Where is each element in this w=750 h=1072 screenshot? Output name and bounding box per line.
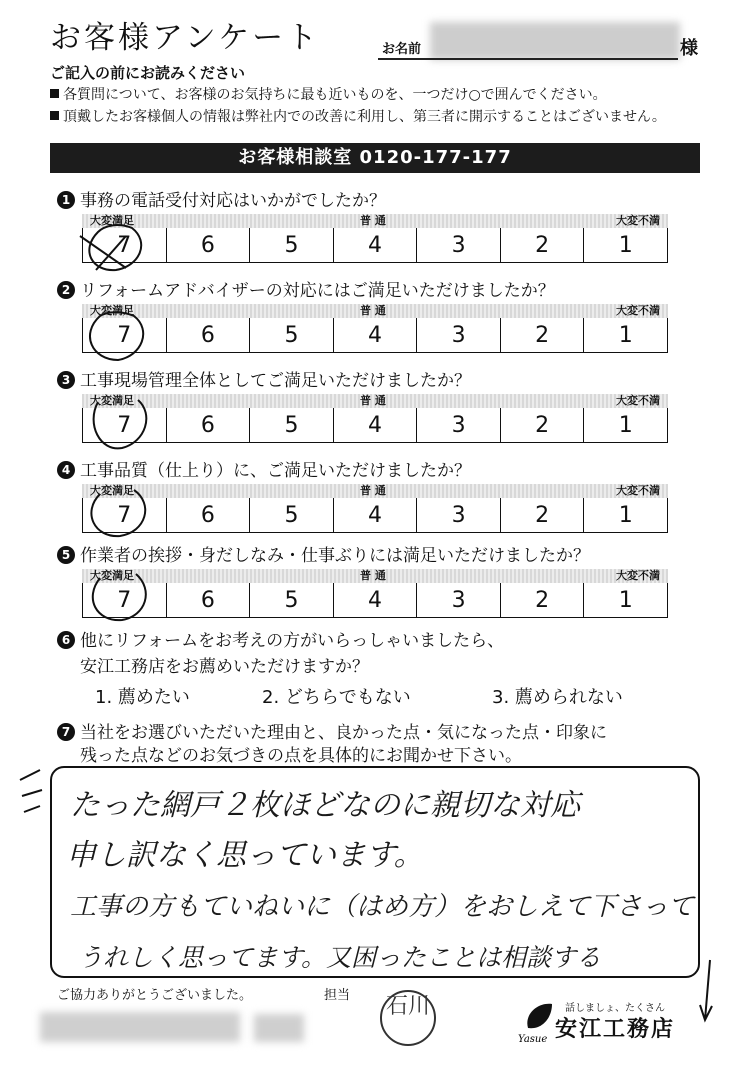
rating-option-6[interactable]: 6 <box>167 228 251 262</box>
page-title: お客様アンケート <box>50 20 321 56</box>
brand-tagline: 話しましょ、たくさん <box>565 1003 665 1014</box>
thanks-note: ご協力ありがとうございました。 <box>57 988 253 1003</box>
instructions-heading: ご記入の前にお読みください <box>50 64 246 82</box>
brand-name: 安江工務店 <box>555 1017 676 1042</box>
rating-option-2[interactable]: 2 <box>501 583 585 617</box>
rating-option-4[interactable]: 4 <box>334 583 418 617</box>
handwritten-comment-line: たった網戸２枚ほどなのに親切な対応 <box>70 788 580 823</box>
question-7-line2: 残った点などのお気づきの点を具体的にお聞かせ下さい。 <box>80 746 522 766</box>
rating-option-1[interactable]: 1 <box>584 583 668 617</box>
rating-option-3[interactable]: 3 <box>417 318 501 352</box>
rating-option-6[interactable]: 6 <box>167 408 251 442</box>
rating-option-5[interactable]: 5 <box>250 583 334 617</box>
question-4: 4 工事品質（仕上り）に、ご満足いただけましたか？ <box>57 456 471 481</box>
rating-option-4[interactable]: 4 <box>334 318 418 352</box>
handwritten-comment-line: 申し訳なく思っています。 <box>66 838 424 873</box>
redacted-info <box>40 1012 240 1042</box>
rating-option-3[interactable]: 3 <box>417 228 501 262</box>
rating-option-3[interactable]: 3 <box>417 583 501 617</box>
handwritten-comment-line: うれしく思ってます。又困ったことは相談する <box>78 943 602 972</box>
rating-option-4[interactable]: 4 <box>334 408 418 442</box>
question-3: 3 工事現場管理全体としてご満足いただけましたか？ <box>57 366 471 391</box>
rating-option-5[interactable]: 5 <box>250 318 334 352</box>
redacted-info <box>254 1014 304 1042</box>
rating-option-3[interactable]: 3 <box>417 498 501 532</box>
rating-option-2[interactable]: 2 <box>501 408 585 442</box>
rating-option-1[interactable]: 1 <box>584 498 668 532</box>
rating-scale-1[interactable]: 大変満足 普 通 大変不満 7 6 5 4 3 2 1 <box>82 214 668 263</box>
brand-logo-text: Yasue <box>518 1034 548 1044</box>
instruction-note: 各質問について、お客様のお気持ちに最も近いものを、一つだけ○で囲んでください。 <box>50 84 607 104</box>
rating-option-3[interactable]: 3 <box>417 408 501 442</box>
rating-option-1[interactable]: 1 <box>584 228 668 262</box>
instruction-note: 頂戴したお客様個人の情報は弊社内での改善に利用し、第三者に開示することはございません。 <box>50 106 666 126</box>
rating-option-2[interactable]: 2 <box>501 498 585 532</box>
q6-option-3[interactable]: 3. 薦められない <box>492 687 623 708</box>
question-2: 2 リフォームアドバイザーの対応にはご満足いただけましたか？ <box>57 276 555 301</box>
customer-service-bar: お客様相談室 0120-177-177 <box>50 143 700 173</box>
rating-option-7[interactable]: 7 <box>83 408 167 442</box>
answer-circle-3 <box>94 400 147 448</box>
q6-option-1[interactable]: 1. 薦めたい <box>95 687 190 708</box>
rating-option-7[interactable]: 7 <box>83 498 167 532</box>
staff-label: 担当 <box>324 988 351 1003</box>
company-logo-leaf-icon <box>518 1000 558 1044</box>
answer-circle-4 <box>91 490 145 536</box>
rating-scale-3[interactable]: 大変満足 普 通 大変不満 7 6 5 4 3 2 1 <box>82 394 668 443</box>
rating-scale-2[interactable]: 大変満足 普 通 大変不満 7 6 5 4 3 2 1 <box>82 304 668 353</box>
rating-option-1[interactable]: 1 <box>584 318 668 352</box>
rating-option-5[interactable]: 5 <box>250 498 334 532</box>
question-6-line2: 安江工務店をお薦めいただけますか？ <box>80 657 369 677</box>
question-1: 1 事務の電話受付対応はいかがでしたか？ <box>57 186 386 211</box>
question-7: 7 当社をお選びいただいた理由と、良かった点・気になった点・印象に <box>57 718 607 743</box>
answer-circle-5 <box>93 574 146 620</box>
rating-option-2[interactable]: 2 <box>501 228 585 262</box>
rating-option-7[interactable]: 7 <box>83 318 167 352</box>
answer-cross-1 <box>80 236 126 270</box>
rating-option-2[interactable]: 2 <box>501 318 585 352</box>
staff-seal-stamp: 石川 <box>380 990 436 1046</box>
q7-pointer-mark <box>20 770 42 812</box>
rating-option-5[interactable]: 5 <box>250 228 334 262</box>
rating-option-6[interactable]: 6 <box>167 498 251 532</box>
rating-option-1[interactable]: 1 <box>584 408 668 442</box>
rating-option-5[interactable]: 5 <box>250 408 334 442</box>
q6-option-2[interactable]: 2. どちらでもない <box>262 687 411 708</box>
rating-scale-5[interactable]: 大変満足 普 通 大変不満 7 6 5 4 3 2 1 <box>82 569 668 618</box>
name-label: お名前 <box>382 42 422 57</box>
rating-option-7[interactable]: 7 <box>83 583 167 617</box>
handwritten-comment-line: 工事の方もていねいに（はめ方）をおしえて下さって <box>70 892 695 922</box>
honorific: 様 <box>680 38 698 59</box>
rating-option-4[interactable]: 4 <box>334 228 418 262</box>
arrow-down-mark <box>700 960 712 1020</box>
rating-option-7[interactable]: 7 <box>83 228 167 262</box>
rating-option-6[interactable]: 6 <box>167 318 251 352</box>
rating-option-4[interactable]: 4 <box>334 498 418 532</box>
question-5: 5 作業者の挨拶・身だしなみ・仕事ぶりには満足いただけましたか？ <box>57 541 590 566</box>
question-6: 6 他にリフォームをお考えの方がいらっしゃいましたら、 <box>57 626 504 651</box>
answer-circle-2 <box>90 312 143 360</box>
rating-scale-4[interactable]: 大変満足 普 通 大変不満 7 6 5 4 3 2 1 <box>82 484 668 533</box>
rating-option-6[interactable]: 6 <box>167 583 251 617</box>
